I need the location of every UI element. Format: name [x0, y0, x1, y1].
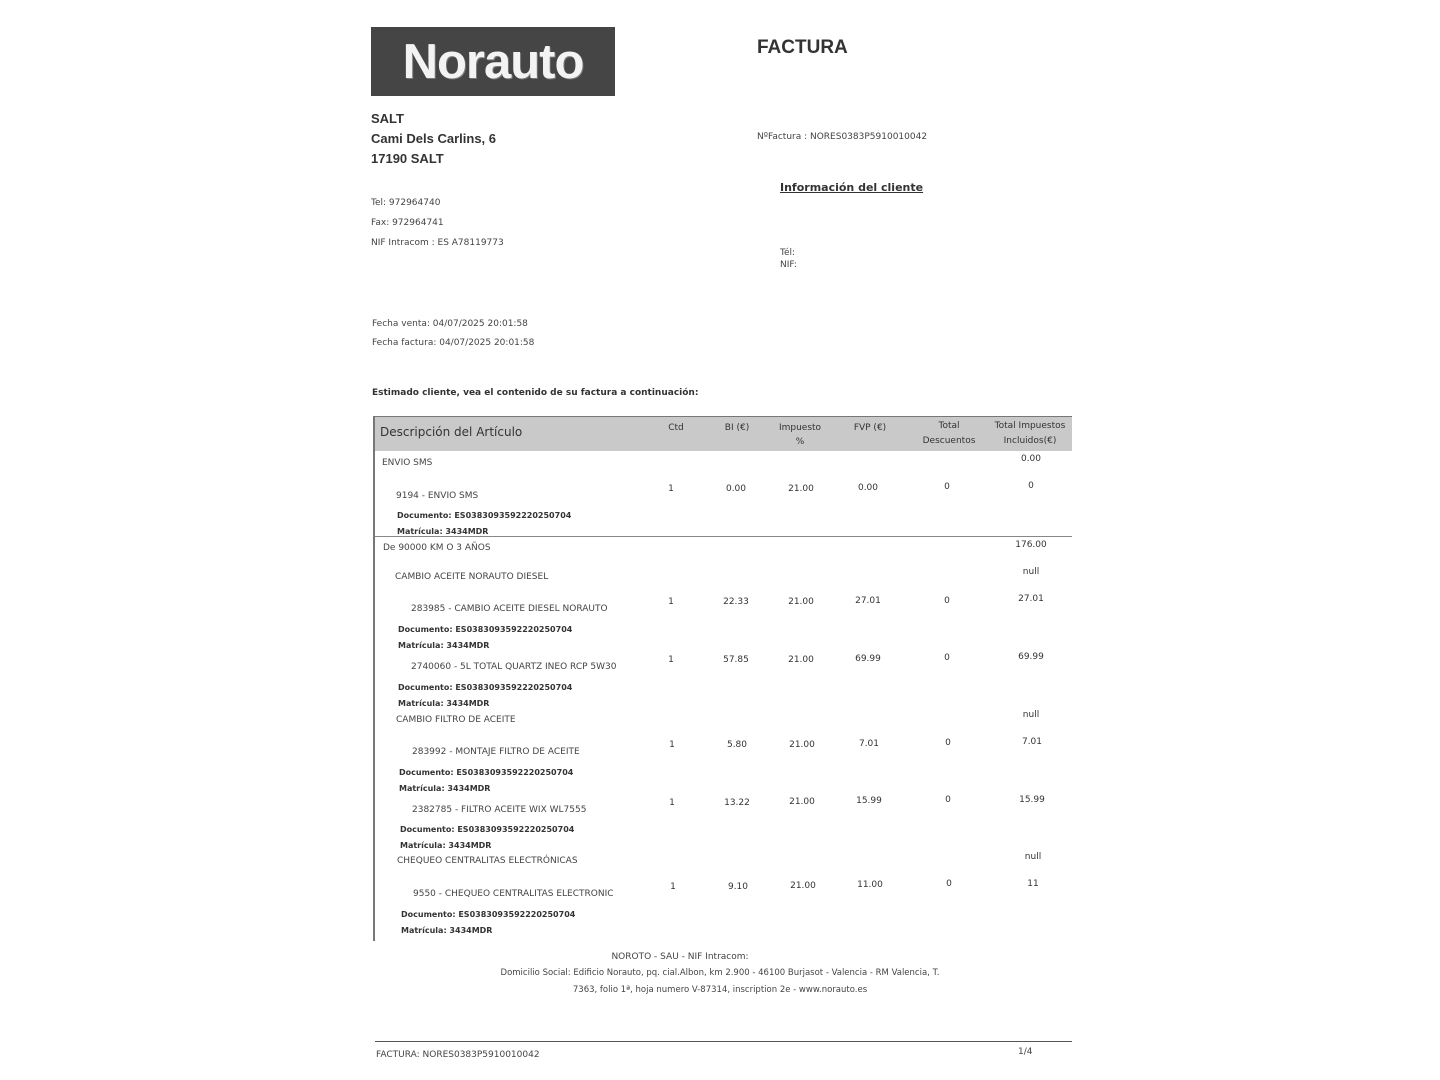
- item-qty: 1: [669, 740, 675, 750]
- item-tax: 21.00: [789, 740, 815, 750]
- item-pvp: 69.99: [855, 654, 881, 664]
- item-document: Documento: ES0383093592220250704: [398, 625, 573, 634]
- subgroup-label: CAMBIO ACEITE NORAUTO DIESEL: [395, 572, 549, 582]
- footer-invoice-ref: FACTURA: NORES0383P5910010042: [376, 1050, 540, 1060]
- item-document: Documento: ES0383093592220250704: [400, 825, 575, 834]
- item-plate: Matrícula: 3434MDR: [399, 784, 491, 793]
- item-description: 9194 - ENVIO SMS: [396, 491, 479, 501]
- item-qty: 1: [668, 484, 674, 494]
- subgroup-total: null: [1024, 852, 1042, 862]
- group-total: 176.00: [1015, 540, 1047, 550]
- invoice-title: FACTURA: [757, 37, 848, 58]
- item-qty: 1: [668, 655, 674, 665]
- header-disc-1: Total: [938, 421, 960, 431]
- item-pvp: 7.01: [858, 739, 880, 749]
- item-tax: 21.00: [788, 597, 814, 607]
- item-total: 27.01: [1018, 594, 1044, 604]
- subgroup-label: CAMBIO FILTRO DE ACEITE: [396, 715, 516, 725]
- item-tax: 21.00: [789, 797, 815, 807]
- client-tel-label: Tél:: [780, 248, 796, 258]
- item-tax: 21.00: [790, 881, 816, 891]
- header-tax-2: %: [795, 437, 805, 447]
- item-plate: Matrícula: 3434MDR: [397, 527, 489, 536]
- item-bi: 0.00: [725, 484, 747, 494]
- item-total: 0: [1028, 481, 1034, 491]
- header-disc-2: Descuentos: [922, 436, 976, 446]
- footer-address-2: 7363, folio 1ª, hoja numero V-87314, inscription 2e - www.norauto.es: [572, 985, 868, 995]
- header-bi: BI (€): [724, 423, 750, 433]
- invoice-date: Fecha factura: 04/07/2025 20:01:58: [372, 338, 535, 348]
- item-total: 15.99: [1019, 795, 1045, 805]
- store-tel: Tel: 972964740: [371, 198, 441, 208]
- store-city: 17190 SALT: [371, 151, 444, 166]
- group-total: 0.00: [1020, 454, 1042, 464]
- item-total: 11: [1027, 879, 1039, 889]
- item-tax: 21.00: [788, 484, 814, 494]
- client-nif-label: NIF:: [780, 260, 797, 270]
- store-street: Cami Dels Carlins, 6: [371, 131, 496, 146]
- group-separator: [375, 536, 1072, 537]
- header-qty: Ctd: [668, 423, 684, 433]
- logo-text: Norauto: [402, 34, 584, 89]
- store-name: SALT: [371, 111, 404, 126]
- item-plate: Matrícula: 3434MDR: [400, 841, 492, 850]
- item-bi: 13.22: [724, 798, 750, 808]
- subgroup-label: CHEQUEO CENTRALITAS ELECTRÓNICAS: [397, 856, 578, 866]
- footer-address-1: Domicilio Social: Edificio Norauto, pq. cial.Albon, km 2.900 - 46100 Burjasot - Valencia - RM Valencia, T.: [500, 968, 940, 978]
- page-number: 1/4: [1018, 1047, 1033, 1057]
- invoice-number: NºFactura : NORES0383P5910010042: [757, 132, 928, 142]
- item-document: Documento: ES0383093592220250704: [398, 683, 573, 692]
- header-pvp: FVP (€): [853, 423, 887, 433]
- item-discount: 0: [944, 653, 950, 663]
- item-plate: Matrícula: 3434MDR: [398, 699, 490, 708]
- intro-text: Estimado cliente, vea el contenido de su factura a continuación:: [372, 388, 699, 398]
- item-document: Documento: ES0383093592220250704: [401, 910, 576, 919]
- header-total-1: Total Impuestos: [994, 421, 1066, 431]
- footer-company: NOROTO - SAU - NIF Intracom:: [611, 952, 749, 962]
- table-left-border: [373, 417, 375, 941]
- item-pvp: 11.00: [857, 880, 883, 890]
- item-discount: 0: [944, 482, 950, 492]
- item-total: 7.01: [1021, 737, 1043, 747]
- item-discount: 0: [946, 879, 952, 889]
- group-label: ENVIO SMS: [382, 458, 433, 468]
- store-fax: Fax: 972964741: [371, 218, 444, 228]
- item-tax: 21.00: [788, 655, 814, 665]
- item-discount: 0: [945, 795, 951, 805]
- sale-date: Fecha venta: 04/07/2025 20:01:58: [372, 319, 528, 329]
- group-label: De 90000 KM O 3 AÑOS: [383, 543, 491, 553]
- item-document: Documento: ES0383093592220250704: [397, 511, 572, 520]
- subgroup-total: null: [1022, 710, 1040, 720]
- item-description: 2740060 - 5L TOTAL QUARTZ INEO RCP 5W30: [411, 662, 617, 672]
- item-description: 283992 - MONTAJE FILTRO DE ACEITE: [412, 747, 580, 757]
- item-total: 69.99: [1018, 652, 1044, 662]
- item-bi: 57.85: [723, 655, 749, 665]
- item-discount: 0: [945, 738, 951, 748]
- norauto-logo: [371, 27, 615, 96]
- item-qty: 1: [668, 597, 674, 607]
- item-pvp: 27.01: [855, 596, 881, 606]
- item-bi: 22.33: [723, 597, 749, 607]
- header-description: Descripción del Artículo: [380, 425, 523, 439]
- item-bi: 9.10: [727, 882, 749, 892]
- subgroup-total: null: [1022, 567, 1040, 577]
- header-tax-1: Impuesto: [778, 423, 822, 433]
- item-discount: 0: [944, 596, 950, 606]
- item-description: 2382785 - FILTRO ACEITE WIX WL7555: [412, 805, 587, 815]
- item-plate: Matrícula: 3434MDR: [398, 641, 490, 650]
- header-total-2: Incluidos(€): [1003, 436, 1057, 446]
- item-description: 9550 - CHEQUEO CENTRALITAS ELECTRONIC: [413, 889, 614, 899]
- item-plate: Matrícula: 3434MDR: [401, 926, 493, 935]
- client-info-title: Información del cliente: [780, 181, 924, 194]
- item-pvp: 0.00: [857, 483, 879, 493]
- footer-rule: [375, 1041, 1072, 1042]
- item-qty: 1: [669, 798, 675, 808]
- item-document: Documento: ES0383093592220250704: [399, 768, 574, 777]
- store-nif: NIF Intracom : ES A78119773: [371, 238, 504, 248]
- item-qty: 1: [670, 882, 676, 892]
- item-bi: 5.80: [726, 740, 748, 750]
- item-description: 283985 - CAMBIO ACEITE DIESEL NORAUTO: [411, 604, 608, 614]
- item-pvp: 15.99: [856, 796, 882, 806]
